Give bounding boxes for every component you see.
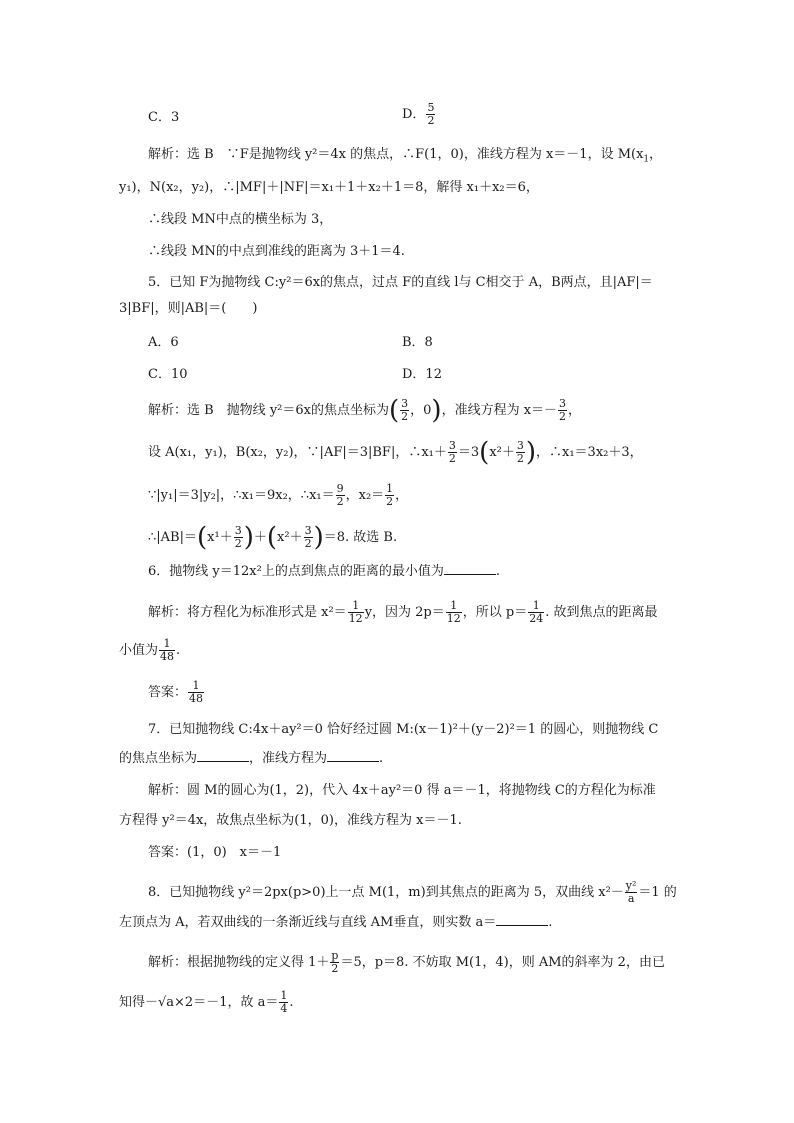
frac-num: 3 — [304, 524, 312, 537]
text: 6．抛物线 y＝12x²上的点到焦点的距离的最小值为 — [148, 564, 444, 579]
text: F是抛物线 y²＝4x 的焦点，∴F(1，0)，准线方程为 x＝－1，设 M(x — [239, 147, 644, 162]
q4-solution-line2: y₁)，N(x₂，y₂)，∴|MF|＋|NF|＝x₁＋1＋x₂＋1＝8，解得 x₁＋x₂＝6， — [119, 180, 539, 195]
text: ＝3 — [457, 445, 480, 460]
text: ，0 — [410, 403, 432, 418]
text: 左顶点为 A，若双曲线的一条渐近线与直线 AM垂直，则实数 a＝ — [119, 915, 497, 930]
q6-answer — [148, 680, 205, 705]
frac-num: 9 — [336, 482, 344, 495]
frac-den: 2 — [448, 452, 456, 465]
frac-den: 2 — [336, 495, 344, 508]
fraction — [304, 525, 313, 550]
frac-num: p — [331, 949, 339, 962]
q5-solution-line1: 解析：选 B 抛物线 y²＝6x的焦点坐标为( $\frac{3}{2}$ ，0)，准线方程为 x＝－ $\frac{3}{2}$ ， — [148, 395, 582, 426]
text: y，因为 2p＝ — [364, 605, 445, 620]
fraction — [625, 880, 638, 905]
text: ∵|y₁|＝3|y₂|，∴x₁＝9x₂，∴x₁＝ — [148, 488, 335, 503]
q7-stem-line2 — [119, 749, 383, 769]
text: 解析：根据抛物线的定义得 1＋ — [148, 955, 330, 970]
text: . — [289, 995, 294, 1010]
q4-option-d — [402, 102, 436, 127]
q4-option-d-fraction — [426, 102, 435, 127]
frac-num: 1 — [280, 989, 288, 1002]
q6-stem — [148, 562, 500, 582]
fraction — [188, 680, 204, 705]
q5-solution-line3 — [148, 483, 408, 508]
frac-num: 1 — [450, 599, 458, 612]
text: 的焦点坐标为 — [119, 751, 198, 766]
frac-den: 2 — [386, 495, 394, 508]
frac-den: a — [625, 892, 638, 905]
fraction — [446, 600, 462, 625]
fraction — [159, 638, 175, 663]
frac-num: 1 — [163, 637, 171, 650]
q7-stem-line1: 7．已知抛物线 C:4x＋ay²＝0 恰好经过圆 M:(x－1)²＋(y－2)²＝1 的圆心，则抛物线 C — [148, 722, 659, 737]
text: 知得－√a×2＝－1，故 a＝ — [119, 995, 279, 1010]
q8-stem-line1 — [148, 880, 677, 905]
text: x²＋ — [277, 530, 303, 545]
fraction — [385, 483, 394, 508]
text: . 故到焦点的距离最 — [545, 605, 658, 620]
frac-num: 1 — [352, 599, 360, 612]
fraction — [558, 398, 567, 423]
q8-solution-line2 — [119, 990, 294, 1015]
q7-solution-line2: 方程得 y²＝4x，故焦点坐标为(1，0)，准线方程为 x＝－1. — [119, 813, 462, 828]
q6-solution-line2 — [119, 638, 180, 663]
frac-den: 2 — [331, 962, 339, 975]
text: ＋ — [253, 530, 267, 545]
text: ， — [649, 147, 663, 162]
text: ＝5，p＝8. 不妨取 M(1，4)，则 AM的斜率为 2，由已 — [340, 955, 665, 970]
frac-den: 2 — [559, 410, 567, 423]
q5-option-c: C．10 — [148, 367, 188, 382]
text: 解析：选 B 抛物线 y²＝6x的焦点坐标为 — [148, 403, 389, 418]
frac-den: 2 — [401, 410, 409, 423]
text: x²＋ — [489, 445, 515, 460]
frac-num: 3 — [559, 397, 567, 410]
frac-num: 3 — [516, 439, 524, 452]
text: ，准线方程为 x＝－ — [441, 403, 558, 418]
text: ＝1 的 — [638, 885, 677, 900]
q8-solution-line1 — [148, 950, 665, 975]
text: ， — [395, 488, 409, 503]
fraction — [279, 990, 288, 1015]
fraction — [528, 600, 544, 625]
frac-num: 5 — [427, 101, 435, 114]
text: . — [176, 643, 181, 658]
text: ，所以 p＝ — [462, 605, 528, 620]
q5-option-a: A．6 — [148, 335, 179, 350]
text: ，∴x₁＝3x₂＋3， — [536, 445, 643, 460]
q5-option-d: D．12 — [402, 367, 442, 382]
frac-den: 4 — [280, 1002, 288, 1015]
frac-num: 1 — [386, 482, 394, 495]
frac-num: 1 — [532, 599, 540, 612]
fraction — [330, 950, 339, 975]
answer-blank — [496, 913, 548, 926]
text: 小值为 — [119, 643, 159, 658]
text: . — [379, 751, 384, 766]
frac-num: 3 — [401, 397, 409, 410]
frac-den: 24 — [529, 612, 544, 625]
fraction — [516, 440, 525, 465]
frac-den: 12 — [446, 612, 461, 625]
text: x¹＋ — [207, 530, 233, 545]
fraction — [234, 525, 243, 550]
frac-num: 3 — [234, 524, 242, 537]
text: ∴|AB|＝ — [148, 530, 197, 545]
text: . — [548, 915, 553, 930]
fraction — [400, 398, 409, 423]
answer-blank — [444, 562, 496, 575]
frac-den: 48 — [189, 692, 204, 705]
q4-option-c: C．3 — [148, 110, 180, 125]
q5-solution-line4: ∴|AB|＝(x¹＋ $\frac{3}{2}$ )＋(x²＋ $\frac{3}{2}$ )＝8. 故选 B. — [148, 522, 398, 553]
q7-solution-line1: 解析：圆 M的圆心为(1，2)，代入 4x＋ay²＝0 得 a＝－1，将抛物线 C的方程化为标准 — [148, 783, 656, 798]
text: ， — [568, 403, 582, 418]
q7-answer: 答案：(1，0) x＝－1 — [148, 845, 282, 860]
q5-solution-line2: 设 A(x₁，y₁)，B(x₂，y₂)，∵|AF|＝3|BF|，∴x₁＋ $\frac{3}{2}$ ＝3(x²＋ $\frac{3}{2}$ )，∴x₁＝3x₂＋3， — [148, 437, 643, 468]
text: 解析：将方程化为标准形式是 x²＝ — [148, 605, 347, 620]
answer-blank — [327, 749, 379, 762]
answer-blank — [197, 749, 249, 762]
frac-den: 48 — [160, 650, 175, 663]
frac-num: 1 — [192, 679, 200, 692]
text: ＝8. 故选 B. — [323, 530, 398, 545]
text: 8．已知抛物线 y²＝2px(p>0)上一点 M(1，m)到其焦点的距离为 5，双曲线 x²－ — [148, 885, 624, 900]
q5-stem-line1: 5．已知 F为抛物线 C:y²＝6x的焦点，过点 F的直线 l与 C相交于 A，B两点，且|AF|＝ — [148, 275, 653, 290]
fraction — [336, 483, 345, 508]
q5-option-b: B．8 — [402, 335, 433, 350]
q8-stem-line2 — [119, 913, 552, 933]
frac-den: 2 — [516, 452, 524, 465]
answer-label: 答案： — [148, 685, 188, 700]
q4-solution-line1: 解析：选 B ∵F是抛物线 y²＝4x 的焦点，∴F(1，0)，准线方程为 x＝－1，设 $M(x_1$， — [148, 147, 663, 165]
text: 解析：选 B ∵ — [148, 147, 240, 162]
q4-solution-line4: ∴线段 MN的中点到准线的距离为 3＋1＝4. — [148, 244, 405, 259]
q5-stem-line2: 3|BF|，则|AB|＝( ) — [119, 301, 258, 316]
text: 设 A(x₁，y₁)，B(x₂，y₂)，∵|AF|＝3|BF|，∴x₁＋ — [148, 445, 447, 460]
text: . — [495, 564, 500, 579]
q4-option-d-label: D． — [402, 107, 426, 122]
frac-den: 12 — [348, 612, 363, 625]
fraction — [348, 600, 364, 625]
fraction — [448, 440, 457, 465]
text: ，准线方程为 — [249, 751, 328, 766]
q6-solution-line1 — [148, 600, 658, 625]
q4-solution-line3: ∴线段 MN中点的横坐标为 3， — [148, 212, 333, 227]
text: ，x₂＝ — [345, 488, 385, 503]
frac-num: y² — [625, 879, 637, 892]
frac-den: 2 — [304, 537, 312, 550]
frac-den: 2 — [234, 537, 242, 550]
frac-num: 3 — [448, 439, 456, 452]
frac-den: 2 — [427, 114, 435, 127]
